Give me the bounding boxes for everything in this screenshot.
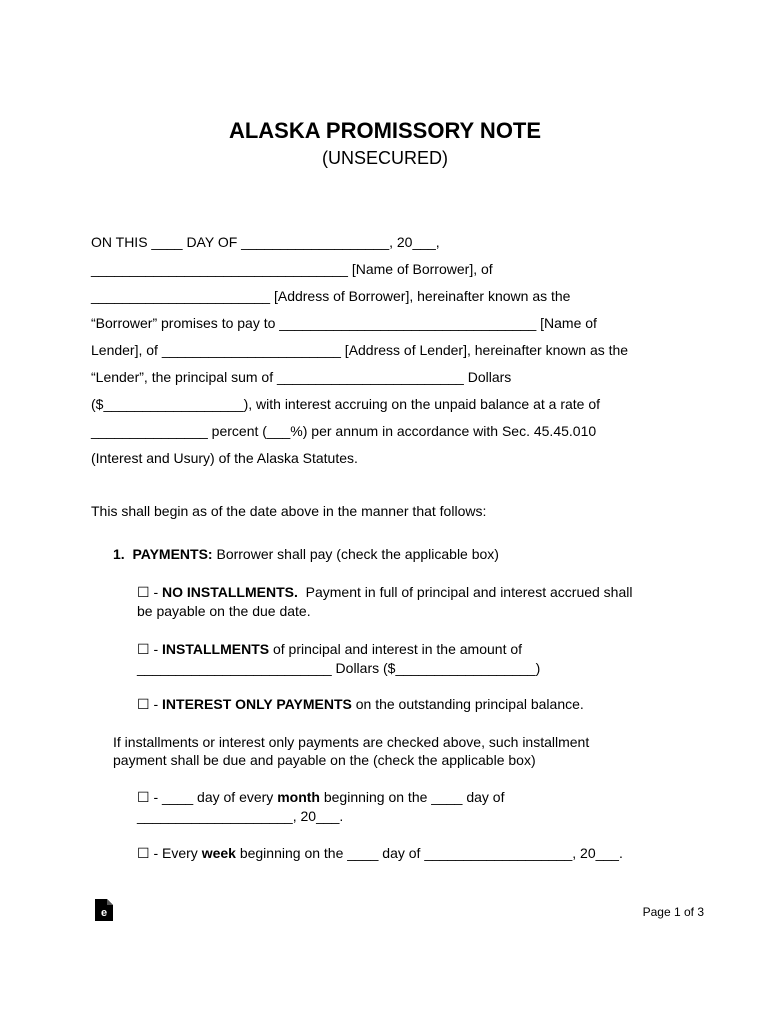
option-installments bbox=[137, 640, 522, 658]
option-label: INTEREST ONLY PAYMENTS bbox=[162, 696, 352, 712]
option-monthly-line2: ____________________, 20___. bbox=[137, 808, 344, 824]
option-installments-line2: _________________________ Dollars ($__________________) bbox=[137, 660, 541, 676]
page-number: Page 1 of 3 bbox=[642, 905, 704, 919]
option-text: of principal and interest in the amount of bbox=[269, 641, 523, 657]
checkbox-no-installments[interactable]: ☐ bbox=[137, 584, 150, 600]
option-text: beginning on the ____ day of ___________________, 20___. bbox=[235, 845, 623, 861]
option-bold-word: month bbox=[277, 789, 320, 805]
option-text: beginning on the ____ day of bbox=[319, 789, 505, 805]
section-heading: PAYMENTS: bbox=[132, 546, 213, 562]
option-text: - Every bbox=[149, 845, 202, 861]
section-number: 1. bbox=[113, 546, 125, 562]
intro-line: _______________________ [Address of Borrower], hereinafter known as the bbox=[91, 288, 571, 304]
option-monthly bbox=[137, 788, 504, 806]
intro-line: (Interest and Usury) of the Alaska Statutes. bbox=[91, 450, 358, 466]
option-label: INSTALLMENTS bbox=[162, 641, 270, 657]
intro-line: _______________ percent (___%) per annum in accordance with Sec. 45.45.010 bbox=[91, 423, 597, 439]
option-text: Payment in full of principal and interest accrued shall bbox=[297, 584, 633, 600]
checkbox-interest-only[interactable]: ☐ bbox=[137, 696, 150, 712]
section-payments-heading bbox=[113, 545, 499, 563]
option-dash: - bbox=[149, 696, 163, 712]
option-no-installments-line2: be payable on the due date. bbox=[137, 603, 311, 619]
option-label: NO INSTALLMENTS. bbox=[162, 584, 298, 600]
svg-text:e: e bbox=[100, 907, 108, 919]
schedule-intro-line: If installments or interest only payments are checked above, such installment bbox=[113, 734, 590, 750]
option-weekly bbox=[137, 844, 623, 862]
option-dash: - bbox=[149, 641, 163, 657]
intro-line: “Borrower” promises to pay to _________________________________ [Name of bbox=[91, 315, 597, 331]
intro-line: _________________________________ [Name of Borrower], of bbox=[91, 261, 493, 277]
option-text: on the outstanding principal balance. bbox=[351, 696, 584, 712]
intro-line: Lender], of _______________________ [Address of Lender], hereinafter known as the bbox=[91, 342, 629, 358]
option-no-installments bbox=[137, 583, 632, 601]
document-subtitle: (UNSECURED) bbox=[322, 148, 448, 168]
checkbox-weekly[interactable]: ☐ bbox=[137, 845, 150, 861]
option-text: - ____ day of every bbox=[149, 789, 278, 805]
option-interest-only bbox=[137, 695, 584, 713]
checkbox-monthly[interactable]: ☐ bbox=[137, 789, 150, 805]
begin-text: This shall begin as of the date above in the manner that follows: bbox=[91, 503, 487, 519]
section-text: Borrower shall pay (check the applicable box) bbox=[212, 546, 499, 562]
intro-line: ($__________________), with interest accruing on the unpaid balance at a rate of bbox=[91, 396, 601, 412]
eforms-logo-icon bbox=[95, 899, 113, 921]
document-title: ALASKA PROMISSORY NOTE bbox=[228, 118, 542, 143]
checkbox-installments[interactable]: ☐ bbox=[137, 641, 150, 657]
option-dash: - bbox=[149, 584, 163, 600]
schedule-intro-line: payment shall be due and payable on the (check the applicable box) bbox=[113, 752, 536, 768]
intro-line: ON THIS ____ DAY OF ___________________, 20___, bbox=[91, 234, 440, 250]
intro-line: “Lender”, the principal sum of ________________________ Dollars bbox=[91, 369, 512, 385]
option-bold-word: week bbox=[201, 845, 236, 861]
